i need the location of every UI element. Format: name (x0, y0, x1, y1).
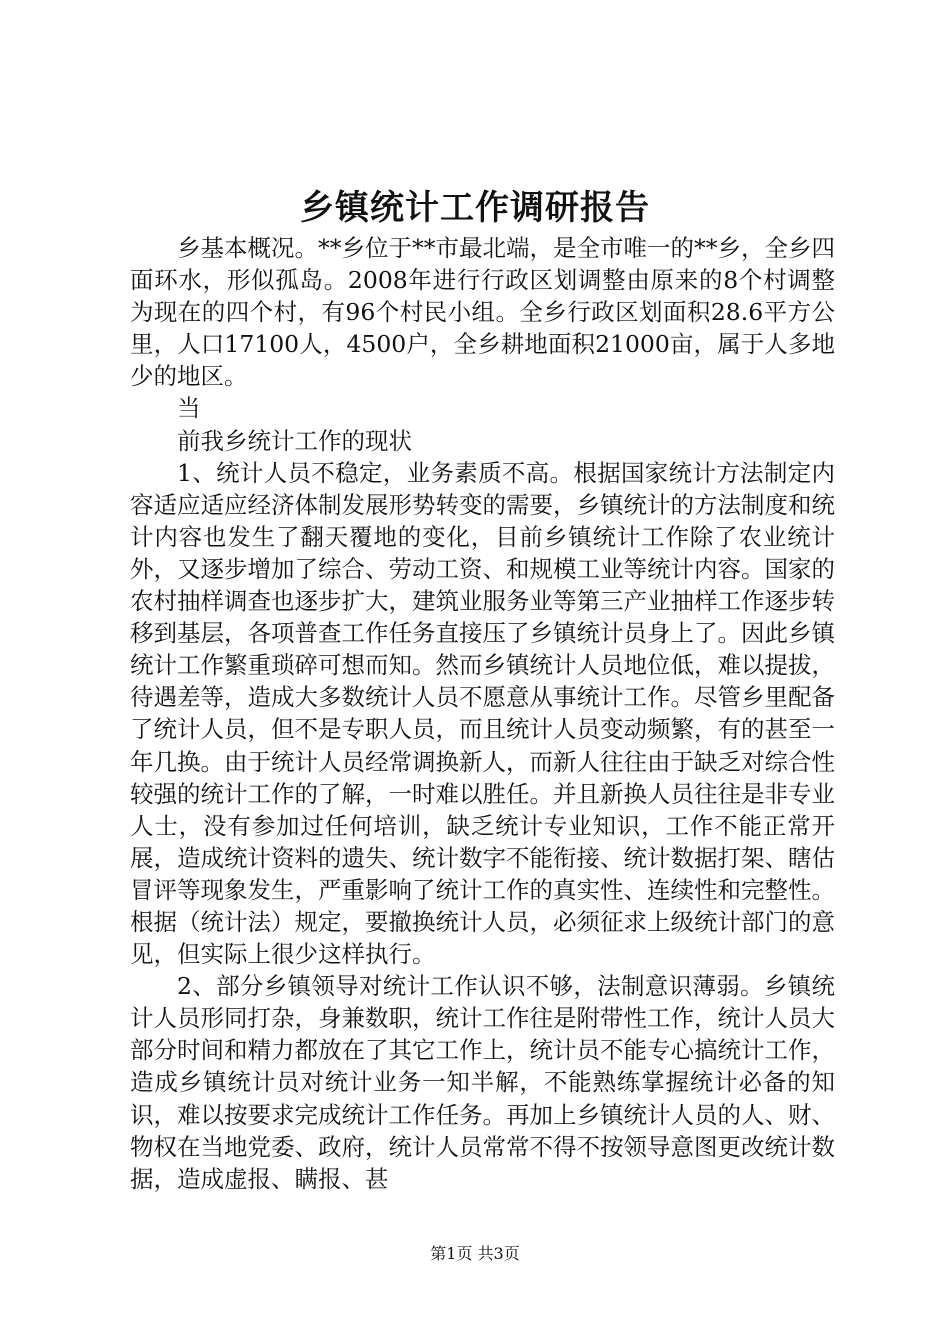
section-heading-status: 前我乡统计工作的现状 (177, 426, 412, 455)
paragraph-point-1: 1、统计人员不稳定，业务素质不高。根据国家统计方法制定内容适应适应经济体制发展形势转变的需要，乡镇统计的方法制度和统计内容也发生了翻天覆地的变化，目前乡镇统计工作除了农业统计外，又逐步增加了综合、劳动工资、和规模工业等统计内容。国家的农村抽样调查也逐步扩大，建筑业服务业等第三产业抽样工作逐步转移到基层，各项普查工作任务直接压了乡镇统计员身上了。因此乡镇统计工作繁重琐碎可想而知。然而乡镇统计人员地位低，难以提拔，待遇差等，造成大多数统计人员不愿意从事统计工作。尽管乡里配备了统计人员，但不是专职人员，而且统计人员变动频繁，有的甚至一年几换。由于统计人员经常调换新人，而新人往往由于缺乏对综合性较强的统计工作的了解，一时难以胜任。并且新换人员往往是非专业人士，没有参加过任何培训，缺乏统计专业知识，工作不能正常开展，造成统计资料的遗失、统计数字不能衔接、统计数据打架、瞎估冒评等现象发生，严重影响了统计工作的真实性、连续性和完整性。根据（统计法）规定，要撤换统计人员，必须征求上级统计部门的意见，但实际上很少这样执行。 (130, 458, 835, 969)
document-body (130, 232, 835, 1195)
page-footer: 第1页 共3页 (430, 1244, 520, 1263)
paragraph-overview: 乡基本概况。**乡位于**市最北端，是全市唯一的**乡，全乡四面环水，形似孤岛。2008年进行行政区划调整由原来的8个村调整为现在的四个村，有96个村民小组。全乡行政区划面积28.6平方公里，人口17100人，4500户，全乡耕地面积21000亩，属于人多地少的地区。 (130, 234, 835, 391)
paragraph-fragment-dang: 当 (177, 394, 201, 423)
document-title: 乡镇统计工作调研报告 (300, 188, 650, 228)
paragraph-point-2: 2、部分乡镇领导对统计工作认识不够，法制意识薄弱。乡镇统计人员形同打杂，身兼数职，统计工作往是附带性工作，统计人员大部分时间和精力都放在了其它工作上，统计员不能专心搞统计工作，造成乡镇统计员对统计业务一知半解，不能熟练掌握统计必备的知识，难以按要求完成统计工作任务。再加上乡镇统计人员的人、财、物权在当地党委、政府，统计人员常常不得不按领导意图更改统计数据，造成虚报、瞒报、甚 (130, 972, 835, 1193)
